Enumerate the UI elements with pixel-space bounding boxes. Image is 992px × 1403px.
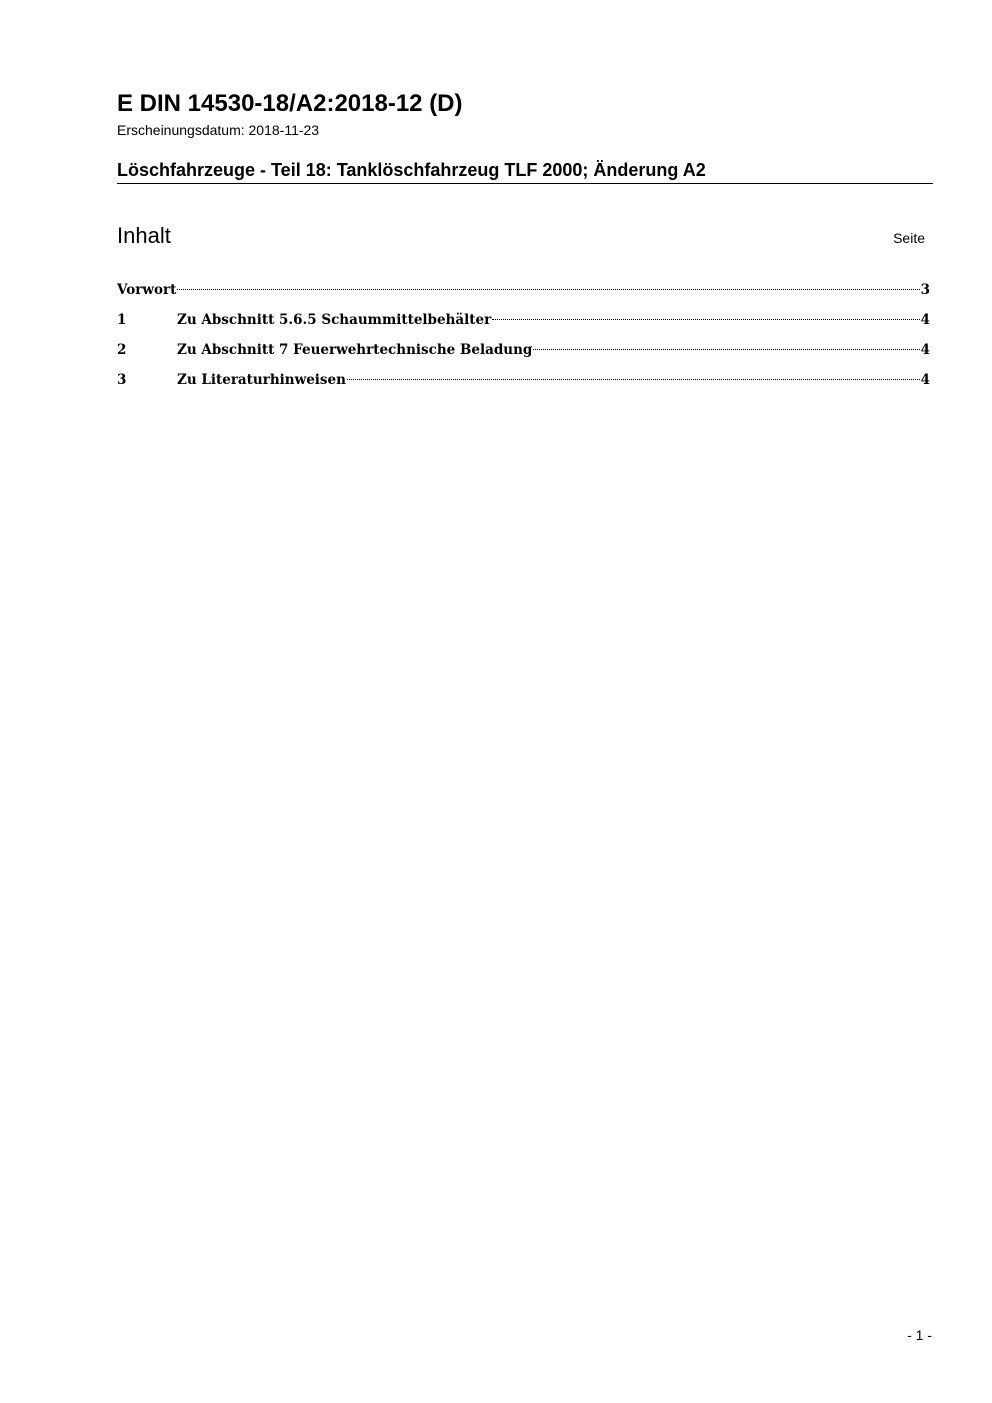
- toc-entry-number: 3: [117, 372, 127, 388]
- toc-entry-page: 4: [920, 372, 930, 388]
- toc-entry-label: Vorwort: [117, 282, 177, 298]
- toc-entry-page: 4: [920, 342, 930, 358]
- toc-entry-label: Zu Abschnitt 5.6.5 Schaummittelbehälter: [177, 312, 492, 328]
- toc-entry-1[interactable]: [117, 309, 930, 339]
- toc-entry-number: 2: [117, 342, 127, 358]
- table-of-contents: [117, 279, 930, 399]
- document-title: Löschfahrzeuge - Teil 18: Tanklöschfahrzeug TLF 2000; Änderung A2: [117, 159, 933, 184]
- toc-heading: Inhalt: [117, 223, 171, 248]
- document-id: E DIN 14530-18/A2:2018-12 (D): [117, 90, 463, 117]
- toc-entry-vorwort[interactable]: [117, 279, 930, 309]
- toc-entry-3[interactable]: [117, 369, 930, 399]
- publication-date: Erscheinungsdatum: 2018-11-23: [117, 122, 320, 138]
- toc-page-column-label: Seite: [893, 230, 925, 246]
- toc-dot-leader: [177, 289, 919, 290]
- footer-page-number: - 1 -: [907, 1327, 932, 1343]
- toc-dot-leader: [492, 319, 919, 320]
- toc-entry-label: Zu Literaturhinweisen: [177, 372, 346, 388]
- toc-entry-page: 3: [920, 282, 930, 298]
- toc-dot-leader: [533, 349, 919, 350]
- toc-entry-page: 4: [920, 312, 930, 328]
- toc-entry-number: 1: [117, 312, 127, 328]
- toc-dot-leader: [347, 379, 920, 380]
- toc-entry-label: Zu Abschnitt 7 Feuerwehrtechnische Beladung: [177, 342, 533, 358]
- toc-entry-2[interactable]: [117, 339, 930, 369]
